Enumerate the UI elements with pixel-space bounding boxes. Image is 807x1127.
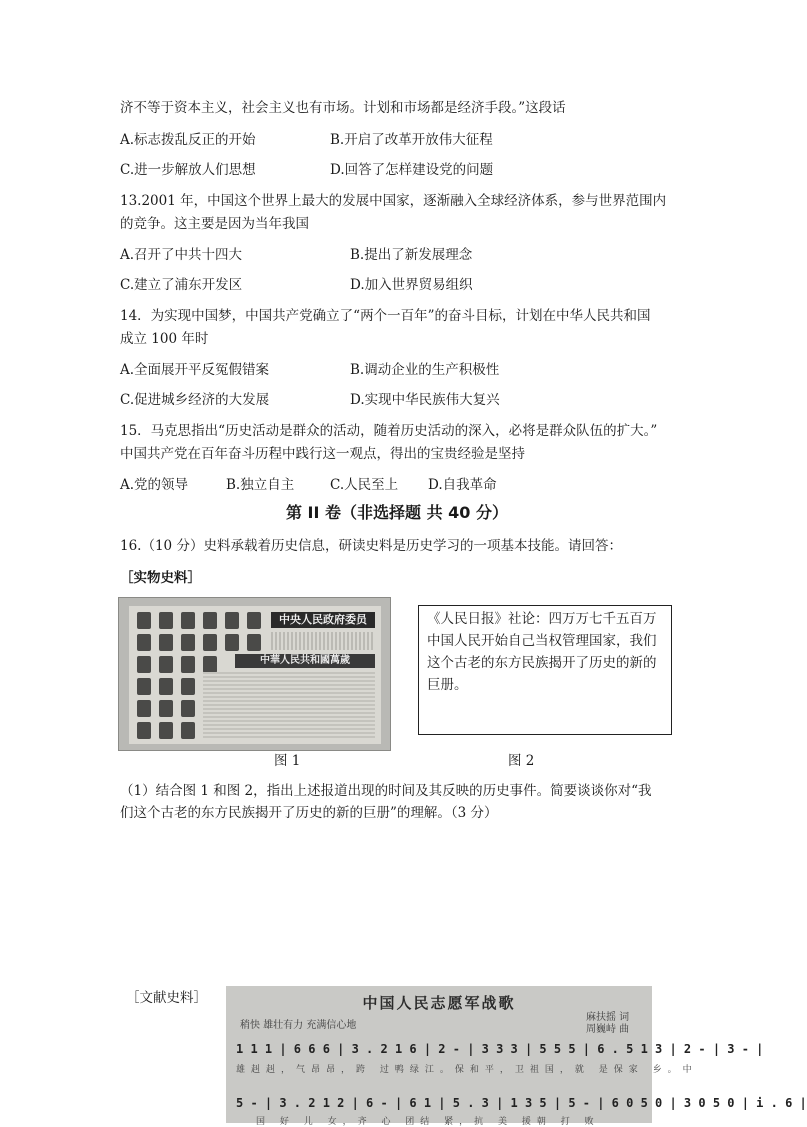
song-lyrics-line2: 国 好 儿 女，齐 心 团结 紧，抗 美 援朝 打 败 <box>256 1117 600 1127</box>
quote-line-3: 这个古老的东方民族揭开了历史的新的 <box>427 655 657 671</box>
q13-stem-line2: 的竞争。这主要是因为当年我国 <box>120 216 309 232</box>
newspaper-text-block <box>271 632 375 650</box>
q15-stem-line1: 15．马克思指出“历史活动是群众的活动，随着历史活动的深入，必将是群众队伍的扩大。” <box>120 423 658 439</box>
q16-sub1-line2: 们这个古老的东方民族揭开了历史的新的巨册”的理解。（3 分） <box>120 805 498 821</box>
q14-stem-line1: 14．为实现中国梦，中国共产党确立了“两个一百年”的奋斗目标，计划在中华人民共和国 <box>120 308 651 324</box>
q14-option-a[interactable]: A.全面展开平反冤假错案 <box>120 362 270 378</box>
q13-option-a[interactable]: A.召开了中共十四大 <box>120 247 243 263</box>
q16-intro: 16.（10 分）史料承载着历史信息，研读史料是历史学习的一项基本技能。请回答： <box>120 538 622 554</box>
figure-1-caption: 图 1 <box>274 753 301 769</box>
q15-option-b[interactable]: B.独立自主 <box>226 477 295 493</box>
song-composer: 周巍峙 曲 <box>586 1024 630 1035</box>
quote-line-1: 《人民日报》社论：四万万七千五百万 <box>427 611 657 627</box>
q12-option-b[interactable]: B.开启了改革开放伟大征程 <box>330 132 493 148</box>
q13-option-d[interactable]: D.加入世界贸易组织 <box>350 277 473 293</box>
q13-stem-line1: 13.2001 年，中国这个世界上最大的发展中国家，逐渐融入全球经济体系，参与世界范围内 <box>120 193 667 209</box>
q12-option-c[interactable]: C.进一步解放人们思想 <box>120 162 256 178</box>
q15-option-d[interactable]: D.自我革命 <box>428 477 497 493</box>
song-tempo: 稍快 雄壮有力 充满信心地 <box>240 1020 357 1031</box>
q15-option-a[interactable]: A.党的领导 <box>120 477 189 493</box>
q13-option-c[interactable]: C.建立了浦东开发区 <box>120 277 243 293</box>
q14-option-b[interactable]: B.调动企业的生产积极性 <box>350 362 500 378</box>
q16-sub1-line1: （1）结合图 1 和图 2，指出上述报道出现的时间及其反映的历史事件。简要谈谈你对“我 <box>120 783 652 799</box>
q12-tail: 济不等于资本主义，社会主义也有市场。计划和市场都是经济手段。”这段话 <box>120 100 566 116</box>
quote-line-2: 中国人民开始自己当权管理国家，我们 <box>427 633 657 649</box>
song-notes-line2: 5 - | 3 . 2 1 2 | 6 - | 6 1 | 5 . 3 | 1 3 5 | 5 - | 6 0 5 0 | 3 0 5 0 | i . 6 | <box>236 1096 807 1110</box>
figure-2-caption: 图 2 <box>508 753 535 769</box>
q14-option-c[interactable]: C.促进城乡经济的大发展 <box>120 392 270 408</box>
song-title: 中国人民志愿军战歌 <box>362 994 516 1012</box>
q12-option-d[interactable]: D.回答了怎样建设党的问题 <box>330 162 494 178</box>
song-lyricist: 麻扶摇 词 <box>586 1012 630 1023</box>
newspaper-body-text <box>203 672 375 738</box>
label-physical-materials: ［实物史料］ <box>120 570 201 586</box>
song-lyrics-line1: 雄赳赳，气昂昂，跨 过鸭绿江。保和平，卫祖国，就 是保家 乡。中 <box>236 1065 698 1075</box>
q15-stem-line2: 中国共产党在百年奋斗历程中践行这一观点，得出的宝贵经验是坚持 <box>120 446 525 462</box>
song-sheet-image <box>226 986 807 1127</box>
label-document-materials: ［文献史料］ <box>126 990 207 1006</box>
newspaper-headline-prc: 中華人民共和國萬歲 <box>235 654 375 668</box>
quote-line-4: 巨册。 <box>427 677 468 693</box>
q14-stem-line2: 成立 100 年时 <box>120 331 209 347</box>
figure-2-quote-box <box>418 605 672 735</box>
q15-option-c[interactable]: C.人民至上 <box>330 477 399 493</box>
q12-option-a[interactable]: A.标志拨乱反正的开始 <box>120 132 256 148</box>
section-title: 第 II 卷（非选择题 共 40 分） <box>285 503 509 522</box>
q13-option-b[interactable]: B.提出了新发展理念 <box>350 247 473 263</box>
newspaper-headline-committee: 中央人民政府委员 <box>271 612 375 628</box>
q14-option-d[interactable]: D.实现中华民族伟大复兴 <box>350 392 500 408</box>
figure-1-newspaper-image <box>118 597 391 751</box>
song-notes-line1: 1 1 1 | 6 6 6 | 3 . 2 1 6 | 2 - | 3 3 3 | 5 5 5 | 6 . 5 1 3 | 2 - | 3 - | <box>236 1042 764 1056</box>
